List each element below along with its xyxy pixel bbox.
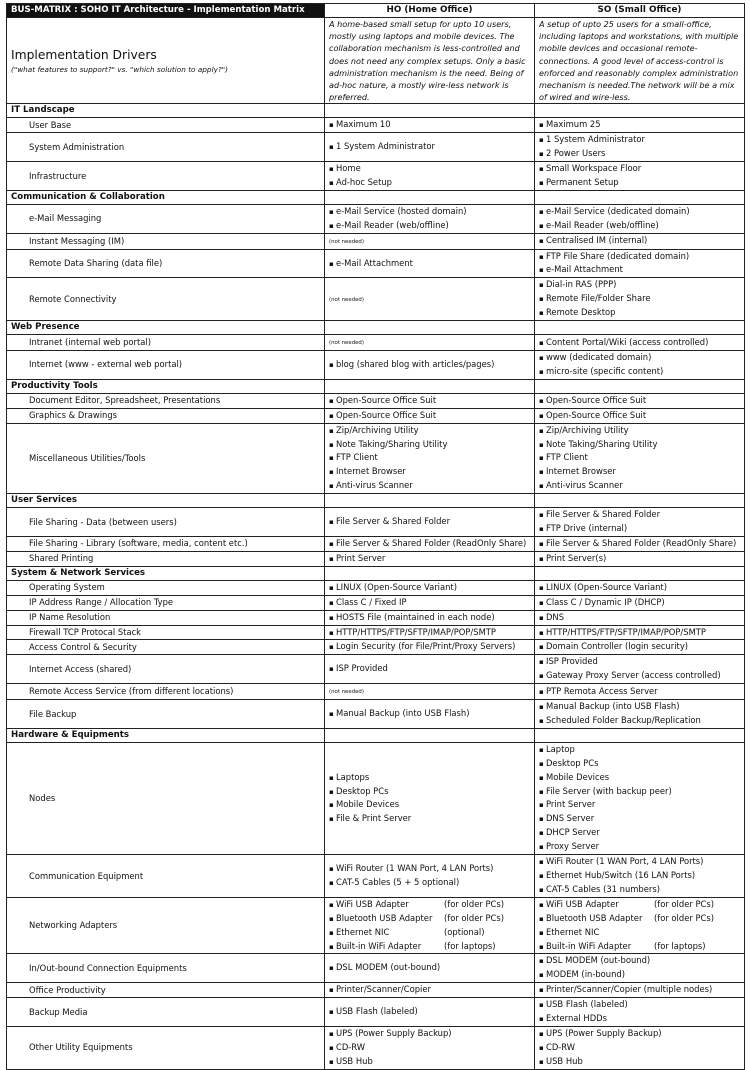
so-solution-cell [535,855,745,898]
ho-solution-cell [325,508,535,537]
ho-solution-cell [325,423,535,494]
feature-label: Remote Connectivity [7,278,325,321]
item-name: Built-in WiFi Adapter [545,940,632,951]
feature-label: e-Mail Messaging [7,204,325,233]
section-empty-cell [325,104,535,118]
bullet-item: ▪ File Server & Shared Folder (ReadOnly Share) [539,537,740,551]
bullet-item: ▪ LINUX (Open-Source Variant) [539,581,740,595]
matrix-row [7,551,745,566]
header-row [7,4,745,18]
item-name: WiFi USB Adapter [335,898,409,909]
item-note: (for older PCs) [653,898,714,909]
so-solution-cell [535,423,745,494]
ho-solution-cell [325,742,535,854]
implementation-matrix-page [6,3,744,1070]
feature-label: Office Productivity [7,983,325,998]
bullet-item [539,926,740,940]
bullet-item: ▪ FTP Drive (internal) [539,522,740,536]
feature-label: Communication Equipment [7,855,325,898]
matrix-row [7,335,745,351]
bullet-item: ▪ USB Hub [539,1055,740,1069]
so-solution-cell [535,133,745,162]
ho-solution-cell [325,393,535,408]
so-solution-cell [535,580,745,595]
bullet-item: ▪ Print Server [329,552,530,566]
bullet-item: ▪ e-Mail Reader (web/offline) [539,219,740,233]
section-empty-cell [535,104,745,118]
bullet-item: ▪ FTP Client [539,451,740,465]
feature-label: Firewall TCP Protocal Stack [7,625,325,640]
bullet-item: ▪ Home [329,162,530,176]
so-solution-cell [535,204,745,233]
ho-solution-cell [325,278,535,321]
bullet-item: ▪ LINUX (Open-Source Variant) [329,581,530,595]
feature-label: Backup Media [7,998,325,1027]
ho-solution-cell [325,983,535,998]
bullet-item: ▪ DHCP Server [539,826,740,840]
bullet-item: ▪ 2 Power Users [539,147,740,161]
ho-solution-cell [325,408,535,423]
item-note: (for older PCs) [443,912,504,923]
feature-label: File Sharing - Data (between users) [7,508,325,537]
feature-label: Infrastructure [7,162,325,191]
matrix-row [7,700,745,729]
section-row-system-network-services [7,566,745,580]
item-note: (for laptops) [443,940,496,951]
drivers-subtitle: ("what features to support?" vs. "which solution to apply?") [11,64,228,74]
bullet-item: ▪ HTTP/HTTPS/FTP/SFTP/IMAP/POP/SMTP [539,626,740,640]
section-title: User Services [7,494,325,508]
so-solution-cell [535,335,745,351]
bullet-item: ▪ USB Flash (labeled) [539,998,740,1012]
section-row-hardware-equipments [7,728,745,742]
section-title: Communication & Collaboration [7,190,325,204]
so-solution-cell [535,684,745,700]
item-note: (for older PCs) [653,912,714,923]
so-solution-cell [535,610,745,625]
item-name: Ethernet NIC [545,926,600,937]
feature-label: Instant Messaging (IM) [7,233,325,249]
ho-solution-cell [325,625,535,640]
so-solution-cell [535,700,745,729]
so-solution-cell [535,536,745,551]
matrix-row [7,998,745,1027]
so-solution-cell [535,278,745,321]
so-solution-cell [535,408,745,423]
bullet-item: ▪ Anti-virus Scanner [539,479,740,493]
bullet-item: ▪ e-Mail Reader (web/offline) [329,219,530,233]
feature-label: Graphics & Drawings [7,408,325,423]
bullet-item: ▪ Print Server(s) [539,552,740,566]
bullet-item [539,898,740,912]
ho-column-heading: HO (Home Office) [325,4,535,18]
matrix-row [7,204,745,233]
matrix-row [7,954,745,983]
bullet-item: ▪ HTTP/HTTPS/FTP/SFTP/IMAP/POP/SMTP [329,626,530,640]
so-solution-cell [535,983,745,998]
so-solution-cell [535,897,745,954]
not-needed-label: (not needed) [329,296,364,303]
feature-label: Remote Data Sharing (data file) [7,249,325,278]
so-solution-cell [535,595,745,610]
ho-solution-cell [325,998,535,1027]
section-empty-cell [535,494,745,508]
matrix-row [7,133,745,162]
bullet-item: ▪ CAT-5 Cables (31 numbers) [539,883,740,897]
feature-label: Intranet (internal web portal) [7,335,325,351]
section-empty-cell [535,379,745,393]
ho-solution-cell [325,351,535,380]
bullet-item: ▪ UPS (Power Supply Backup) [539,1027,740,1041]
bullet-item: ▪ e-Mail Service (dedicated domain) [539,205,740,219]
bullet-item: ▪ Centralised IM (internal) [539,234,740,248]
bullet-item [329,912,530,926]
bullet-item: ▪ Maximum 25 [539,118,740,132]
matrix-row [7,536,745,551]
matrix-row [7,983,745,998]
feature-label: Document Editor, Spreadsheet, Presentations [7,393,325,408]
bullet-item: ▪ Open-Source Office Suit [539,409,740,423]
ho-solution-cell [325,640,535,655]
section-row-it-landscape [7,104,745,118]
matrix-row [7,897,745,954]
section-row-communication-collaboration [7,190,745,204]
bullet-item: ▪ Proxy Server [539,840,740,854]
matrix-row [7,684,745,700]
bullet-item: ▪ File Server & Shared Folder (ReadOnly Share) [329,537,530,551]
drivers-title: Implementation Drivers [11,47,157,62]
bullet-item: ▪ Internet Browser [329,465,530,479]
matrix-row [7,118,745,133]
section-empty-cell [325,728,535,742]
matrix-row [7,742,745,854]
bullet-item: ▪ DNS [539,611,740,625]
bullet-item: ▪ Desktop PCs [539,757,740,771]
bus-matrix-table [6,3,745,1070]
feature-label: IP Address Range / Allocation Type [7,595,325,610]
feature-label: Operating System [7,580,325,595]
ho-solution-cell [325,1026,535,1069]
bullet-item: ▪ Remote Desktop [539,306,740,320]
bullet-item: ▪ Mobile Devices [539,771,740,785]
section-row-productivity-tools [7,379,745,393]
item-name: Bluetooth USB Adapter [545,912,643,923]
bullet-item: ▪ blog (shared blog with articles/pages) [329,358,530,372]
bullet-item: ▪ 1 System Administrator [539,133,740,147]
not-needed-label: (not needed) [329,340,364,347]
bullet-item: ▪ Ad-hoc Setup [329,176,530,190]
bullet-item: ▪ Dial-in RAS (PPP) [539,278,740,292]
so-solution-cell [535,954,745,983]
ho-solution-cell [325,684,535,700]
bullet-item: ▪ Scheduled Folder Backup/Replication [539,714,740,728]
bullet-item: ▪ Note Taking/Sharing Utility [329,438,530,452]
bullet-item: ▪ Printer/Scanner/Copier (multiple nodes) [539,983,740,997]
matrix-row [7,351,745,380]
section-title: IT Landscape [7,104,325,118]
section-title: System & Network Services [7,566,325,580]
feature-label: System Administration [7,133,325,162]
feature-label: Internet Access (shared) [7,655,325,684]
item-note: (for older PCs) [443,898,504,909]
feature-label: Networking Adapters [7,897,325,954]
bullet-item: ▪ Printer/Scanner/Copier [329,983,530,997]
matrix-row [7,625,745,640]
so-solution-cell [535,655,745,684]
section-row-web-presence [7,321,745,335]
so-solution-cell [535,508,745,537]
matrix-row [7,508,745,537]
ho-solution-cell [325,580,535,595]
bullet-item: ▪ ISP Provided [539,655,740,669]
ho-description: A home-based small setup for upto 10 users, mostly using laptops and mobile devices. The collaboration mechanism is less-controlled and does not need any complex setups. Only a basic administration mechanism is the need. Being of ad-hoc nature, a mostly wire-less network is preferred. [325,17,535,103]
bullet-item: ▪ USB Flash (labeled) [329,1005,530,1019]
section-title: Web Presence [7,321,325,335]
section-empty-cell [325,566,535,580]
ho-solution-cell [325,133,535,162]
feature-label: Other Utility Equipments [7,1026,325,1069]
matrix-row [7,278,745,321]
section-title: Productivity Tools [7,379,325,393]
matrix-body [7,4,745,1070]
so-description: A setup of upto 25 users for a small-office, including laptops and workstations, with multiple mobile devices and occasional remote-connections. A good level of access-control is enforced and reasonably complex administration mechanism is needed.The network will be a mix of wired and wire-less. [535,17,745,103]
section-empty-cell [535,321,745,335]
bullet-item: ▪ DSL MODEM (out-bound) [539,954,740,968]
bullet-item: ▪ Laptops [329,771,530,785]
feature-label: Nodes [7,742,325,854]
matrix-title: BUS-MATRIX : SOHO IT Architecture - Implementation Matrix [7,4,325,18]
so-solution-cell [535,742,745,854]
ho-solution-cell [325,897,535,954]
so-solution-cell [535,351,745,380]
bullet-item: ▪ DSL MODEM (out-bound) [329,961,530,975]
bullet-item: ▪ Login Security (for File/Print/Proxy Servers) [329,640,530,654]
bullet-item: ▪ WiFi Router (1 WAN Port, 4 LAN Ports) [329,862,530,876]
bullet-item [329,898,530,912]
bullet-item: ▪ CD-RW [539,1041,740,1055]
ho-solution-cell [325,204,535,233]
bullet-item: ▪ Internet Browser [539,465,740,479]
section-empty-cell [325,379,535,393]
ho-solution-cell [325,655,535,684]
bullet-item [329,940,530,954]
feature-label: Remote Access Service (from different locations) [7,684,325,700]
bullet-item: ▪ Zip/Archiving Utility [539,424,740,438]
ho-solution-cell [325,536,535,551]
bullet-item: ▪ micro-site (specific content) [539,365,740,379]
matrix-row [7,423,745,494]
bullet-item: ▪ Open-Source Office Suit [329,394,530,408]
bullet-item: ▪ Print Server [539,798,740,812]
section-empty-cell [535,190,745,204]
item-name: WiFi USB Adapter [545,898,619,909]
so-solution-cell [535,551,745,566]
bullet-item: ▪ DNS Server [539,812,740,826]
feature-label: Access Control & Security [7,640,325,655]
drivers-row [7,17,745,103]
ho-solution-cell [325,118,535,133]
bullet-item: ▪ ISP Provided [329,662,530,676]
ho-solution-cell [325,335,535,351]
bullet-item: ▪ Class C / Dynamic IP (DHCP) [539,596,740,610]
matrix-row [7,393,745,408]
bullet-item: ▪ File Server & Shared Folder [539,508,740,522]
section-empty-cell [325,321,535,335]
bullet-item: ▪ Open-Source Office Suit [539,394,740,408]
not-needed-label: (not needed) [329,689,364,696]
so-solution-cell [535,393,745,408]
so-solution-cell [535,249,745,278]
bullet-item: ▪ Anti-virus Scanner [329,479,530,493]
so-column-heading: SO (Small Office) [535,4,745,18]
item-name: Bluetooth USB Adapter [335,912,433,923]
bullet-item: ▪ Remote File/Folder Share [539,292,740,306]
bullet-item: ▪ Permanent Setup [539,176,740,190]
bullet-item: ▪ File Server & Shared Folder [329,515,530,529]
ho-solution-cell [325,249,535,278]
so-solution-cell [535,233,745,249]
feature-label: Shared Printing [7,551,325,566]
ho-solution-cell [325,595,535,610]
ho-solution-cell [325,162,535,191]
bullet-item: ▪ Class C / Fixed IP [329,596,530,610]
bullet-item: ▪ Note Taking/Sharing Utility [539,438,740,452]
bullet-item: ▪ Desktop PCs [329,785,530,799]
section-title: Hardware & Equipments [7,728,325,742]
bullet-item: ▪ WiFi Router (1 WAN Port, 4 LAN Ports) [539,855,740,869]
bullet-item: ▪ 1 System Administrator [329,140,530,154]
feature-label: File Sharing - Library (software, media, content etc.) [7,536,325,551]
bullet-item: ▪ e-Mail Service (hosted domain) [329,205,530,219]
not-needed-label: (not needed) [329,238,364,245]
matrix-row [7,408,745,423]
bullet-item: ▪ Ethernet Hub/Switch (16 LAN Ports) [539,869,740,883]
bullet-item: ▪ CD-RW [329,1041,530,1055]
matrix-row [7,1026,745,1069]
matrix-row [7,855,745,898]
item-name: Ethernet NIC [335,926,390,937]
bullet-item: ▪ Mobile Devices [329,798,530,812]
matrix-row [7,162,745,191]
bullet-item: ▪ HOSTS File (maintained in each node) [329,611,530,625]
bullet-item: ▪ e-Mail Attachment [329,257,530,271]
so-solution-cell [535,625,745,640]
bullet-item: ▪ FTP Client [329,451,530,465]
bullet-item [539,912,740,926]
bullet-item: ▪ Gateway Proxy Server (access controlled) [539,669,740,683]
section-row-user-services [7,494,745,508]
bullet-item: ▪ Small Workspace Floor [539,162,740,176]
bullet-item: ▪ MODEM (in-bound) [539,968,740,982]
feature-label: Miscellaneous Utilities/Tools [7,423,325,494]
matrix-row [7,233,745,249]
ho-solution-cell [325,700,535,729]
bullet-item: ▪ External HDDs [539,1012,740,1026]
matrix-row [7,640,745,655]
bullet-item: ▪ Maximum 10 [329,118,530,132]
matrix-row [7,249,745,278]
so-solution-cell [535,162,745,191]
matrix-row [7,580,745,595]
bullet-item: ▪ Open-Source Office Suit [329,409,530,423]
bullet-item: ▪ Content Portal/Wiki (access controlled) [539,336,740,350]
item-note: (optional) [443,926,485,937]
feature-label: IP Name Resolution [7,610,325,625]
ho-solution-cell [325,551,535,566]
bullet-item: ▪ Manual Backup (into USB Flash) [539,700,740,714]
so-solution-cell [535,640,745,655]
so-solution-cell [535,118,745,133]
feature-label: User Base [7,118,325,133]
bullet-item: ▪ e-Mail Attachment [539,263,740,277]
ho-solution-cell [325,954,535,983]
ho-solution-cell [325,610,535,625]
section-empty-cell [535,728,745,742]
bullet-item: ▪ File & Print Server [329,812,530,826]
bullet-item: ▪ USB Hub [329,1055,530,1069]
section-empty-cell [325,190,535,204]
bullet-item: ▪ UPS (Power Supply Backup) [329,1027,530,1041]
so-solution-cell [535,1026,745,1069]
bullet-item [329,926,530,940]
ho-solution-cell [325,233,535,249]
bullet-item: ▪ Zip/Archiving Utility [329,424,530,438]
matrix-row [7,655,745,684]
feature-label: File Backup [7,700,325,729]
feature-label: In/Out-bound Connection Equipments [7,954,325,983]
so-solution-cell [535,998,745,1027]
bullet-item: ▪ www (dedicated domain) [539,351,740,365]
feature-label: Internet (www - external web portal) [7,351,325,380]
section-empty-cell [535,566,745,580]
bullet-item: ▪ Domain Controller (login security) [539,640,740,654]
bullet-item: ▪ Laptop [539,743,740,757]
matrix-row [7,610,745,625]
drivers-cell [7,17,325,103]
bullet-item: ▪ Manual Backup (into USB Flash) [329,707,530,721]
section-empty-cell [325,494,535,508]
bullet-item [539,940,740,954]
bullet-item: ▪ CAT-5 Cables (5 + 5 optional) [329,876,530,890]
item-note: (for laptops) [653,940,706,951]
bullet-item: ▪ PTP Remota Access Server [539,685,740,699]
ho-solution-cell [325,855,535,898]
bullet-item: ▪ File Server (with backup peer) [539,785,740,799]
bullet-item: ▪ FTP File Share (dedicated domain) [539,250,740,264]
matrix-row [7,595,745,610]
item-name: Built-in WiFi Adapter [335,940,422,951]
